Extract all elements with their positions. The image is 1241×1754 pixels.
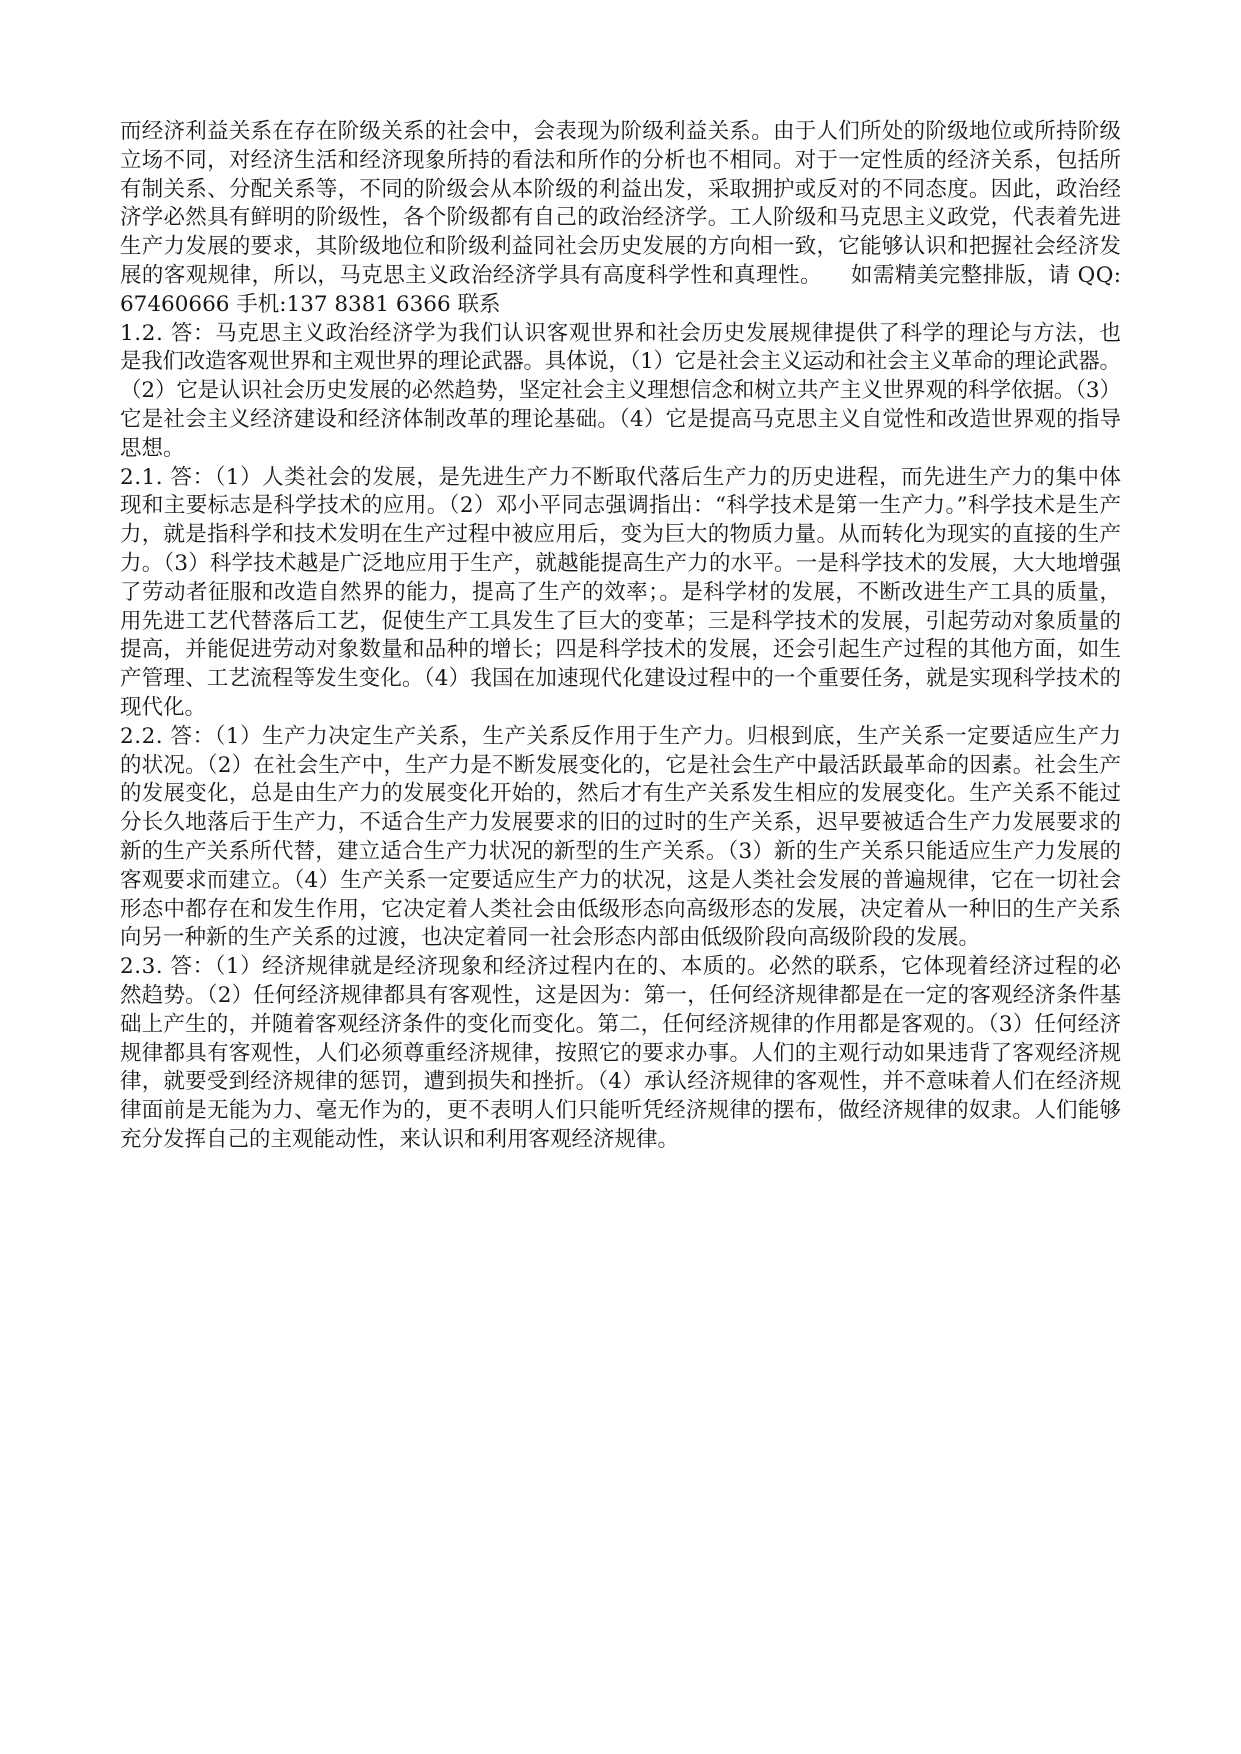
text-line: 展的客观规律，所以，马克思主义政治经济学具有高度科学性和真理性。 如需精美完整排版，请 QQ: (120, 262, 1122, 288)
contact-line: 67460666 手机:137 8381 6366 联系 (120, 291, 501, 317)
text-line: 2.3. 答：（1）经济规律就是经济现象和经济过程内在的、本质的。必然的联系，它体现着经济过程的必 (120, 954, 1122, 980)
text-line: 用先进工艺代替落后工艺，促使生产工具发生了巨大的变革；三是科学技术的发展，引起劳动对象质量的 (120, 608, 1122, 634)
text-line: 1.2. 答：马克思主义政治经济学为我们认识客观世界和社会历史发展规律提供了科学的理论与方法，也 (120, 320, 1122, 346)
text-line: 了劳动者征服和改造自然界的能力，提高了生产的效率；。是科学材的发展，不断改进生产工具的质量， (120, 579, 1122, 605)
text-line: 形态中都存在和发生作用，它决定着人类社会由低级形态向高级形态的发展，决定着从一种旧的生产关系 (120, 896, 1122, 922)
answer-2-3 (120, 953, 1121, 1155)
text-line: 新的生产关系所代替，建立适合生产力状况的新型的生产关系。（3）新的生产关系只能适应生产力发展的 (120, 838, 1122, 864)
text-line: 思想。 (120, 435, 185, 461)
answer-2-1 (120, 464, 1121, 723)
text-line: 它是社会主义经济建设和经济体制改革的理论基础。（4）它是提高马克思主义自觉性和改造世界观的指导 (120, 406, 1122, 432)
text-line: 现代化。 (120, 694, 207, 720)
text-line: 的状况。（2）在社会生产中，生产力是不断发展变化的，它是社会生产中最活跃最革命的因素。社会生产 (120, 752, 1122, 778)
document-body (120, 118, 1121, 1155)
text-line: 济学必然具有鲜明的阶级性，各个阶级都有自己的政治经济学。工人阶级和马克思主义政党，代表着先进 (120, 205, 1122, 231)
text-line: 客观要求而建立。（4）生产关系一定要适应生产力的状况，这是人类社会发展的普遍规律，它在一切社会 (120, 867, 1122, 893)
text-line: 规律都具有客观性，人们必须尊重经济规律，按照它的要求办事。人们的主观行动如果违背了客观经济规 (120, 1040, 1122, 1066)
text-line: 充分发挥自己的主观能动性，来认识和利用客观经济规律。 (120, 1126, 680, 1152)
text-line: 是我们改造客观世界和主观世界的理论武器。具体说，（1）它是社会主义运动和社会主义革命的理论武器。 (120, 349, 1121, 375)
text-line: 现和主要标志是科学技术的应用。（2）邓小平同志强调指出：“科学技术是第一生产力。”科学技术是生产 (120, 493, 1122, 519)
text-line: 力。（3）科学技术越是广泛地应用于生产，就越能提高生产力的水平。一是科学技术的发展，大大地增强 (120, 550, 1122, 576)
text-line: 分长久地落后于生产力，不适合生产力发展要求的旧的过时的生产关系，迟早要被适合生产力发展要求的 (120, 810, 1122, 836)
answer-2-2 (120, 723, 1121, 953)
text-line: 立场不同，对经济生活和经济现象所持的看法和所作的分析也不相同。对于一定性质的经济关系，包括所 (120, 147, 1122, 173)
text-line: 有制关系、分配关系等，不同的阶级会从本阶级的利益出发，采取拥护或反对的不同态度。因此，政治经 (120, 176, 1122, 202)
text-line: 提高，并能促进劳动对象数量和品种的增长；四是科学技术的发展，还会引起生产过程的其他方面，如生 (120, 637, 1122, 663)
text-line: 2.1. 答：（1）人类社会的发展，是先进生产力不断取代落后生产力的历史进程，而先进生产力的集中体 (120, 464, 1122, 490)
text-line: 然趋势。（2）任何经济规律都具有客观性，这是因为：第一，任何经济规律都是在一定的客观经济条件基 (120, 982, 1122, 1008)
text-line: 向另一种新的生产关系的过渡，也决定着同一社会形态内部由低级阶段向高级阶段的发展。 (120, 925, 981, 951)
text-line: 2.2. 答：（1）生产力决定生产关系，生产关系反作用于生产力。归根到底，生产关系一定要适应生产力 (120, 723, 1122, 749)
text-line: 律，就要受到经济规律的惩罚，遭到损失和挫折。（4）承认经济规律的客观性，并不意味着人们在经济规 (120, 1069, 1122, 1095)
text-line: 产管理、工艺流程等发生变化。（4）我国在加速现代化建设过程中的一个重要任务，就是实现科学技术的 (120, 666, 1122, 692)
text-line: （2）它是认识社会历史发展的必然趋势，坚定社会主义理想信念和树立共产主义世界观的科学依据。（3） (120, 378, 1121, 404)
answer-1-2 (120, 320, 1121, 464)
text-line: 而经济利益关系在存在阶级关系的社会中，会表现为阶级利益关系。由于人们所处的阶级地位或所持阶级 (120, 119, 1122, 144)
paragraph-intro (120, 118, 1121, 320)
text-line: 力，就是指科学和技术发明在生产过程中被应用后，变为巨大的物质力量。从而转化为现实的直接的生产 (120, 522, 1122, 548)
text-line: 律面前是无能为力、毫无作为的，更不表明人们只能听凭经济规律的摆布，做经济规律的奴隶。人们能够 (120, 1098, 1122, 1124)
text-line: 生产力发展的要求，其阶级地位和阶级利益同社会历史发展的方向相一致，它能够认识和把握社会经济发 (120, 234, 1122, 260)
text-line: 的发展变化，总是由生产力的发展变化开始的，然后才有生产关系发生相应的发展变化。生产关系不能过 (120, 781, 1122, 807)
text-line: 础上产生的，并随着客观经济条件的变化而变化。第二，任何经济规律的作用都是客观的。（3）任何经济 (120, 1011, 1122, 1037)
